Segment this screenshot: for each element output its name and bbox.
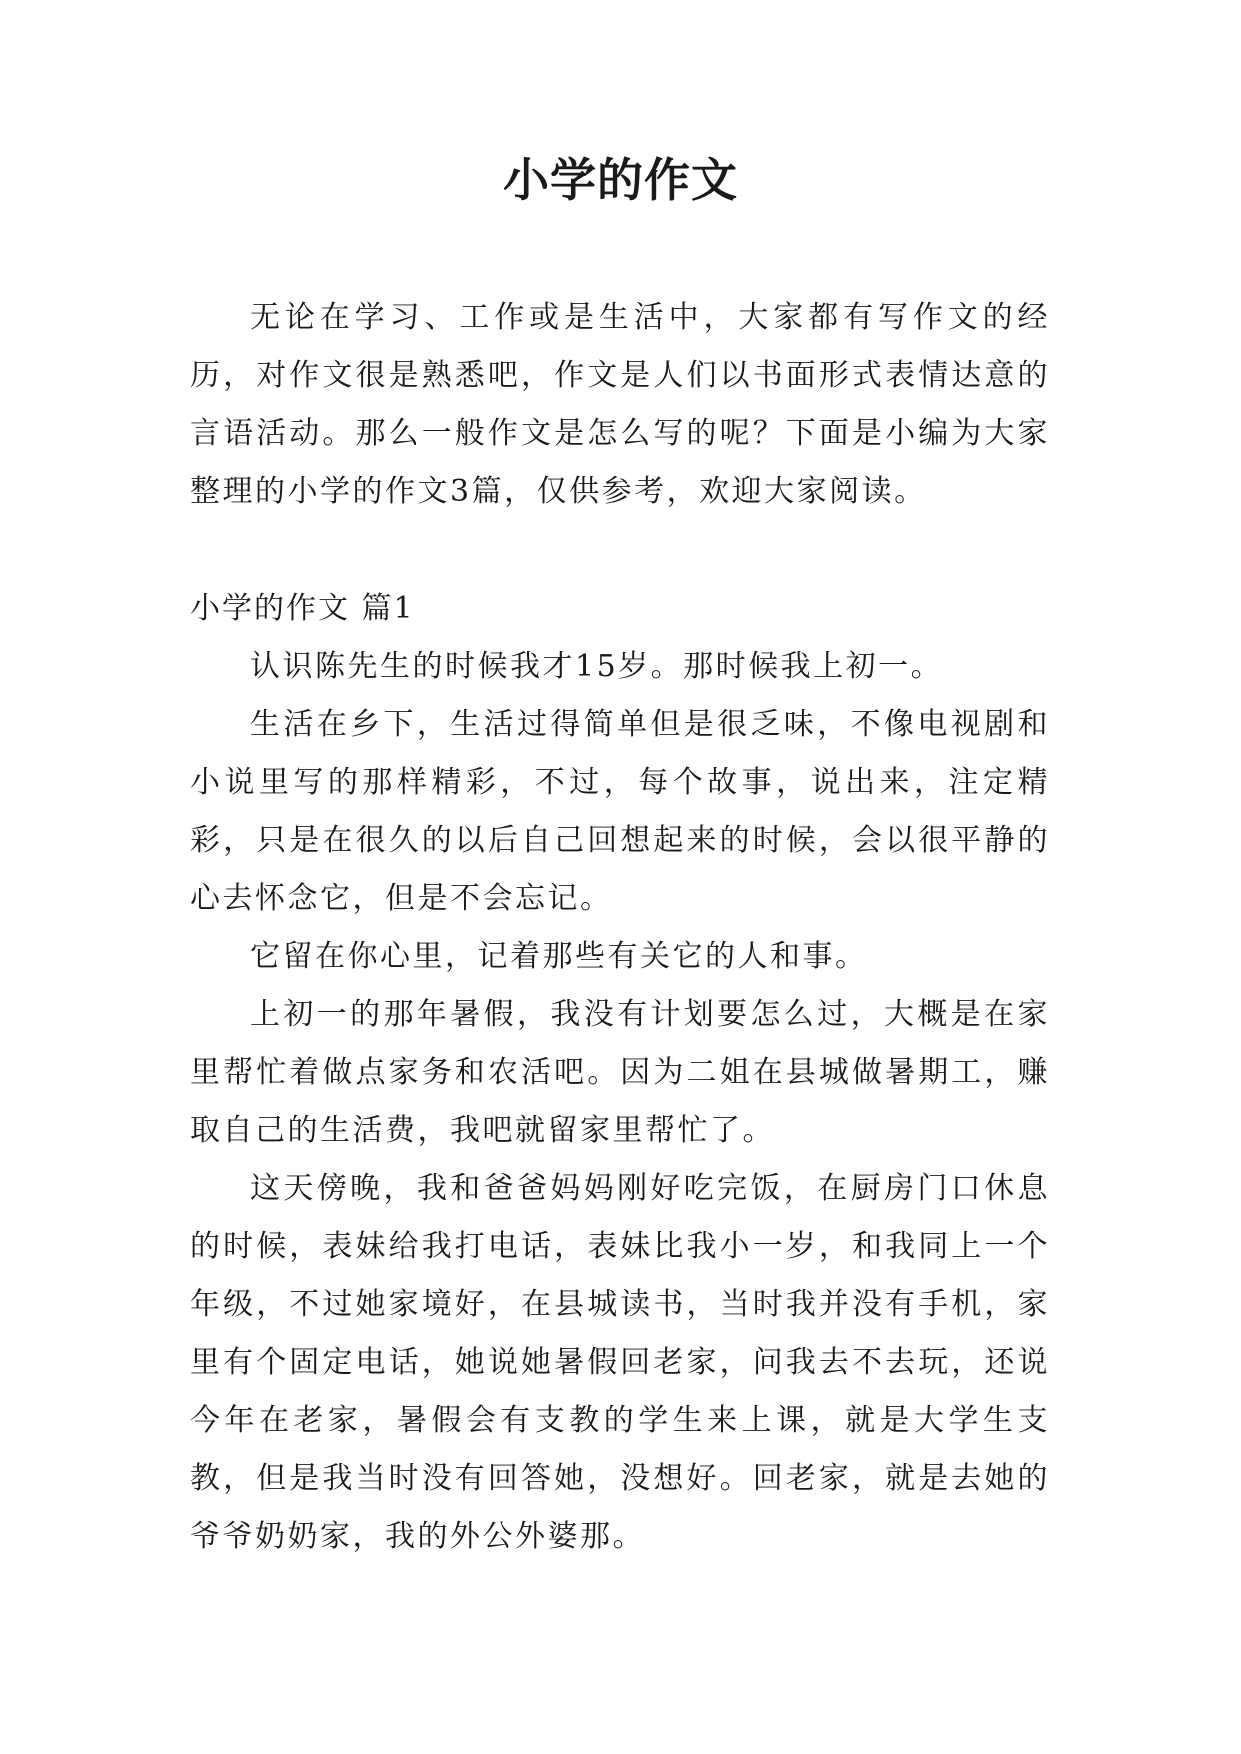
article-paragraph-4: 上初一的那年暑假，我没有计划要怎么过，大概是在家里帮忙着做点家务和农活吧。因为二姐在县城做暑期工，赚取自己的生活费，我吧就留家里帮忙了。 xyxy=(190,997,1050,1148)
article-paragraph-2: 生活在乡下，生活过得简单但是很乏味，不像电视剧和小说里写的那样精彩，不过，每个故事，说出来，注定精彩，只是在很久的以后自己回想起来的时候，会以很平静的心去怀念它，但是不会忘记。 xyxy=(190,707,1050,916)
article-paragraph-1: 认识陈先生的时候我才15岁。那时候我上初一。 xyxy=(250,649,944,684)
document-title: 小学的作文 xyxy=(503,153,738,207)
article-heading: 小学的作文 篇1 xyxy=(190,591,415,626)
intro-paragraph: 无论在学习、工作或是生活中，大家都有写作文的经历，对作文很是熟悉吧，作文是人们以书面形式表情达意的言语活动。那么一般作文是怎么写的呢？下面是小编为大家整理的小学的作文3篇，仅供参考，欢迎大家阅读。 xyxy=(190,300,1050,509)
article-paragraph-5: 这天傍晚，我和爸爸妈妈刚好吃完饭，在厨房门口休息的时候，表妹给我打电话，表妹比我小一岁，和我同上一个年级，不过她家境好，在县城读书，当时我并没有手机，家里有个固定电话，她说她暑假回老家，问我去不去玩，还说今年在老家，暑假会有支教的学生来上课，就是大学生支教，但是我当时没有回答她，没想好。回老家，就是去她的爷爷奶奶家，我的外公外婆那。 xyxy=(190,1171,1050,1554)
article-paragraph-3: 它留在你心里，记着那些有关它的人和事。 xyxy=(250,939,868,974)
article-section xyxy=(190,580,1050,1566)
